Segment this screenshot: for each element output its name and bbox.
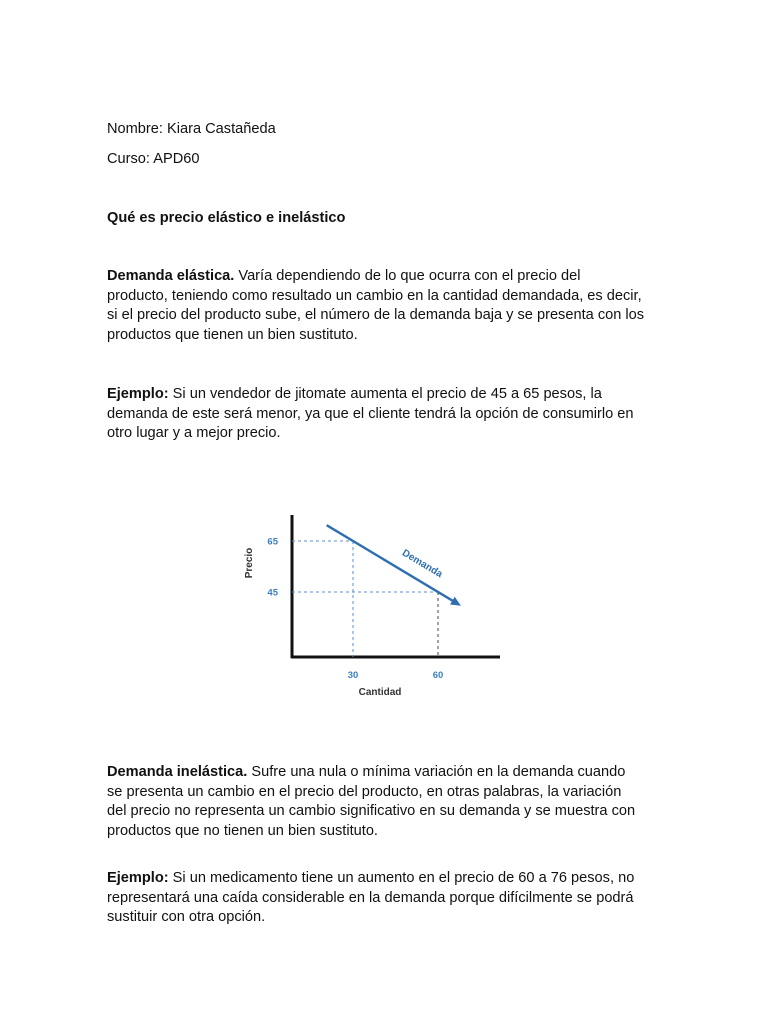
paragraph-line: sustituir con otra opción.	[107, 909, 266, 925]
inelastic-term: Demanda inelástica.	[107, 764, 248, 780]
series-label: Demanda	[399, 547, 445, 581]
example2-term: Ejemplo:	[107, 870, 169, 886]
elastic-paragraph	[107, 267, 667, 345]
y-tick-label: 65	[267, 536, 278, 548]
example1-term: Ejemplo:	[107, 386, 169, 402]
x-tick-label: 30	[347, 670, 359, 681]
paragraph-line: si el precio del producto sube, el número de la demanda baja y se presenta con los	[107, 307, 645, 323]
paragraph-line: producto, teniendo como resultado un cambio en la cantidad demandada, es decir,	[107, 287, 642, 304]
course: Curso: APD60	[107, 151, 200, 167]
demand-chart	[240, 505, 520, 710]
paragraph-line: Demanda elástica. Varía dependiendo de lo que ocurra con el precio del	[107, 268, 581, 284]
y-tick-label: 45	[267, 587, 278, 599]
paragraph-line: del precio no representa un cambio significativo en su demanda y se muestra con	[107, 803, 636, 819]
paragraph-line: otro lugar y a mejor precio.	[107, 425, 281, 441]
x-axis-label: Cantidad	[358, 687, 402, 698]
x-tick-label: 60	[432, 670, 444, 681]
paragraph-line: Ejemplo: Si un vendedor de jitomate aumenta el precio de 45 a 65 pesos, la	[107, 386, 602, 402]
elastic-term: Demanda elástica.	[107, 268, 235, 284]
section-heading: Qué es precio elástico e inelástico	[107, 210, 346, 226]
paragraph-line: se presenta un cambio en el precio del producto, en otras palabras, la variación	[107, 783, 622, 800]
inelastic-paragraph	[107, 763, 667, 841]
paragraph-line: productos que tienen un bien sustituto.	[107, 326, 358, 343]
paragraph-line: Ejemplo: Si un medicamento tiene un aumento en el precio de 60 a 76 pesos, no	[107, 870, 635, 886]
example1-paragraph	[107, 385, 667, 444]
paragraph-line: representará una caída considerable en la demanda porque difícilmente se podrá	[107, 889, 634, 906]
paragraph-line: productos que no tienen un bien sustituto.	[107, 822, 378, 839]
example2-paragraph	[107, 869, 667, 928]
demand-line	[327, 525, 456, 603]
paragraph-line: demanda de este será menor, ya que el cliente tendrá la opción de consumirlo en	[107, 405, 634, 422]
paragraph-line: Demanda inelástica. Sufre una nula o mínima variación en la demanda cuando	[107, 764, 626, 780]
y-axis-label: Precio	[244, 547, 255, 579]
student-name: Nombre: Kiara Castañeda	[107, 121, 276, 137]
